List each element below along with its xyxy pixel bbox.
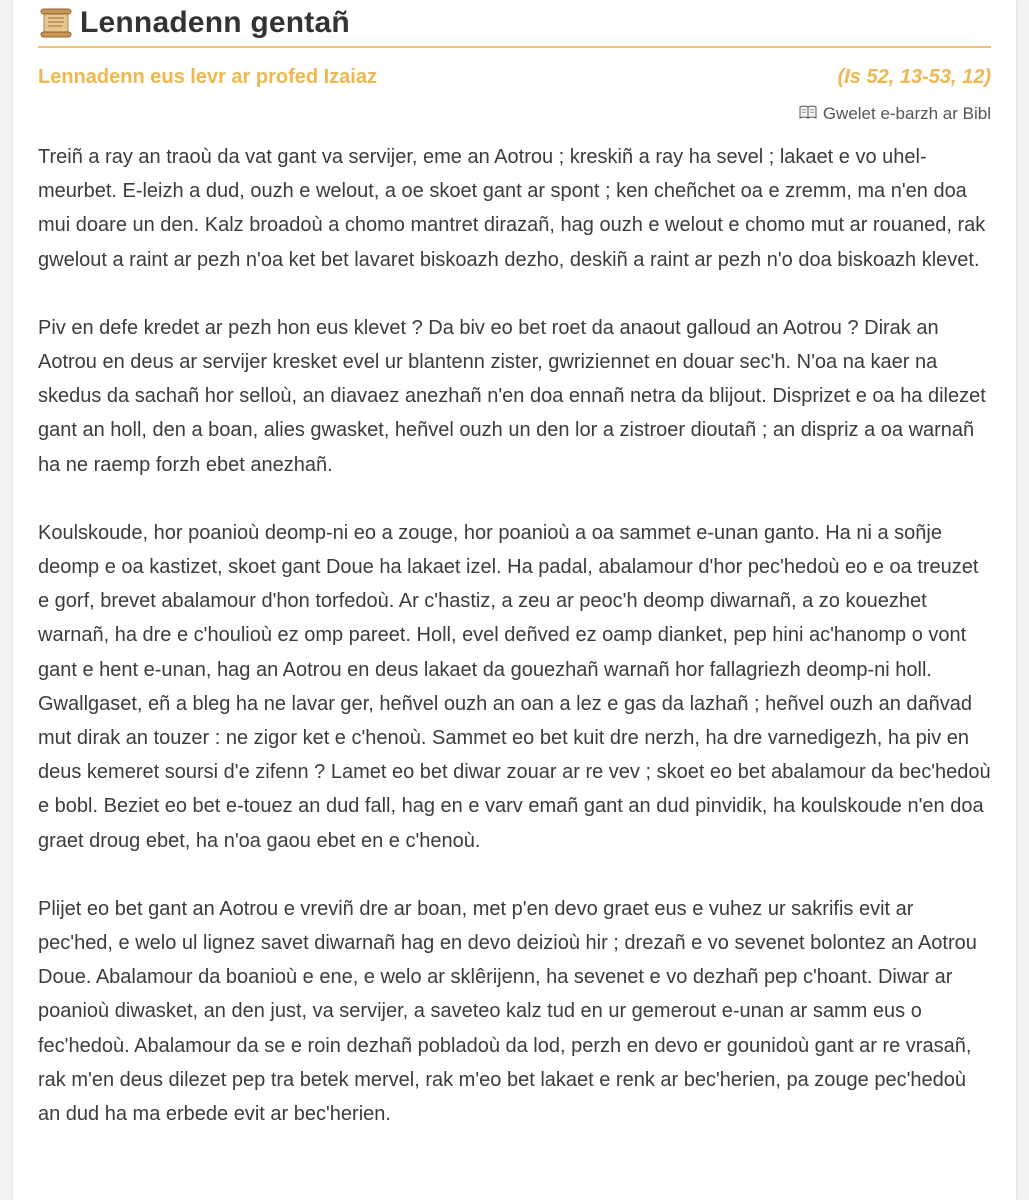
scroll-icon	[38, 7, 74, 39]
reading-page	[13, 0, 1016, 1200]
scripture-reference: (Is 52, 13-53, 12)	[837, 65, 991, 88]
paragraph: Treiñ a ray an traoù da vat gant va servijer, eme an Aotrou ; kreskiñ a ray ha sevel ; lakaet e vo uhel-meurbet. E-leizh a dud, ouzh e welout, a oe skoet gant ar spont ; ken cheñchet oa e zremm, ma n'en doa mui doare un den. Kalz broadoù a chomo mantret dirazañ, hag ouzh e welout e chomo mut ar rouaned, rak gwelout a raint ar pezh n'oa ket bet lavaret biskoazh dezho, deskiñ a raint ar pezh n'o doa biskoazh klevet.	[38, 146, 986, 271]
open-book-icon	[799, 104, 817, 124]
page-title: Lennadenn gentañ	[80, 6, 350, 39]
paragraph: Piv en defe kredet ar pezh hon eus klevet ? Da biv eo bet roet da anaout galloud an Aotrou ? Dirak an Aotrou en deus ar servijer kresket evel ur blantenn zister, gwriziennet en douar sec'h. N'oa na kaer na skedus da sachañ hor selloù, an diavaez anezhañ n'en doa ennañ netra da blijout. Disprizet e oa ha dilezet gant an holl, den a boan, alies gwasket, heñvel ouzh un den lor a zistroer dioutañ ; an dispriz a oa warnañ ha ne raemp forzh ebet anezhañ.	[38, 316, 986, 476]
reading-header	[38, 0, 991, 48]
reading-subtitle-row	[38, 62, 991, 92]
bible-link[interactable]	[38, 102, 991, 126]
reading-text	[38, 140, 991, 1131]
paragraph: Koulskoude, hor poanioù deomp-ni eo a zouge, hor poanioù a oa sammet e-unan ganto. Ha ni a soñje deomp e oa kastizet, skoet gant Doue ha lakaet izel. Ha padal, abalamour d'hor pec'hedoù eo e oa treuzet e gorf, brevet abalamour d'hon torfedoù. Ar c'hastiz, a zeu ar peoc'h deomp diwarnañ, a zo kouezhet warnañ, ha dre e c'houlioù ez omp pareet. Holl, evel deñved ez oamp dianket, pep hini ac'hanomp o vont gant e hent e-unan, hag an Aotrou en deus lakaet da gouezhañ warnañ hor fallagriezh deomp-ni holl. Gwallgaset, eñ a bleg ha ne lavar ger, heñvel ouzh an oan a lez e gas da lazhañ ; heñvel ouzh an dañvad mut dirak an touzer : ne zigor ket e c'henoù. Sammet eo bet kuit dre nerzh, ha dre varnedigezh, ha piv en deus kemeret soursi d'e zifenn ? Lamet eo bet diwar zouar ar re vev ; skoet eo bet abalamour da bec'hedoù e bobl. Beziet eo bet e-touez an dud fall, hag en e varv emañ gant an dud pinvidik, ha koulskoude n'en doa graet droug ebet, ha n'oa gaou ebet en e c'henoù.	[38, 521, 991, 852]
bible-link-label[interactable]: Gwelet e-barzh ar Bibl	[822, 104, 991, 123]
paragraph: Plijet eo bet gant an Aotrou e vreviñ dre ar boan, met p'en devo graet eus e vuhez ur sakrifis evit ar pec'hed, e welo ul lignez savet diwarnañ hag en devo deizioù hir ; drezañ e vo sevenet bolontez an Aotrou Doue. Abalamour da boanioù e ene, e welo ar sklêrijenn, ha sevenet e vo dezhañ pep c'hoant. Diwar ar poanioù diwasket, an den just, va servijer, a saveteo kalz tud en ur gemerout e-unan ar samm eus o fec'hedoù. Abalamour da se e roin dezhañ pobladoù da lod, perzh en devo er gounidoù gant ar re vrasañ, rak m'en deus dilezet pep tra betek mervel, rak m'eo bet lakaet e renk ar bec'herien, pa zouge pec'hedoù an dud ha ma erbede evit ar bec'herien.	[38, 897, 977, 1126]
reading-subtitle: Lennadenn eus levr ar profed Izaiaz	[38, 65, 377, 88]
